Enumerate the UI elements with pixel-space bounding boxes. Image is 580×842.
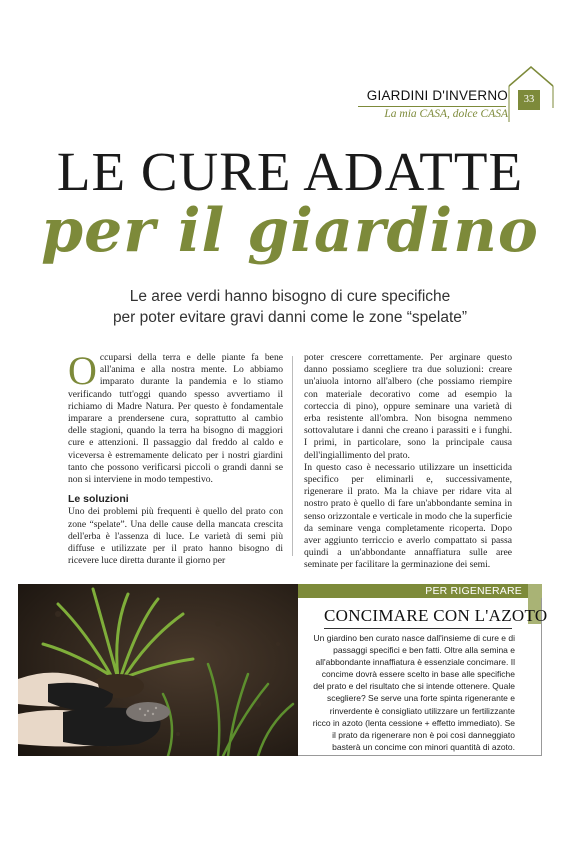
section-tagline: La mia CASA, dolce CASA <box>384 108 508 120</box>
seedlings-photo <box>18 584 298 756</box>
section-title: GIARDINI D'INVERNO <box>366 88 508 103</box>
paragraph-intro-text: ccuparsi della terra e delle piante fa bene all'anima e alla nostra mente. Lo abbiamo imparato durante la pandemia e lo stiamo verificando tutt'oggi quando spesso avvertiamo il richiamo di Madre Natura. Per questo è fondamentale imparare a prendersene cura, soprattutto al cambio delle stagioni, quando la terra ha bisogno di maggiori cure e attenzioni. Il passaggio dal freddo al caldo e viceversa è estremamente delicato per i nostri giardini tanto che possono verificarsi piccoli o grandi danni se non si interviene in modo tempestivo. <box>68 352 283 486</box>
box-tag: PER RIGENERARE <box>425 585 522 597</box>
paragraph-continued: poter crescere correttamente. Per arginare questo danno possiamo scegliere tra due soluzioni: creare un'aiuola intorno all'albero (che possiamo riempire con materiale decorativo come ad esempio la corteccia di pino), oppure seminare una varietà di erba resistente all'ombra. Non bisogna nemmeno sottovalutare i danni che creano i parassiti e i funghi. I primi, in particolare, sono la principale causa dell'ingiallimento del prato. <box>304 352 512 461</box>
header-rule <box>358 106 506 107</box>
box-text: Un giardino ben curato nasce dall'insieme di cure e di passaggi specifici e ben fatti. Oltre alla semina e all'abbondante innaffiatura è essenziale concimare. Il concime dovrà essere scelto in base alle specifiche del prato e del risultato che si intende ottenere. Quale scegliere? Se serve una forte spinta rigenerante e rinverdente è consigliato utilizzare un fertilizzante ricco in azoto (lenta cessione + effetto immediato). Se il prato da rigenerare non è poi così danneggiato basterà un concime con minori quantità di azoto. <box>312 633 515 752</box>
paragraph-solutions: Uno dei problemi più frequenti è quello del prato con zone “spelate”. Una delle cause della mancata crescita dell'erba è l'assenza di luce. Le varietà di semi più diffuse e utilizzate per il prato hanno bisogno di ricevere luce diretta durante il giorno per <box>68 506 283 567</box>
box-title: CONCIMARE CON L'AZOTO <box>324 606 548 625</box>
drop-cap: O <box>68 348 97 393</box>
box-title-rule <box>324 628 512 629</box>
subheading-solutions: Le soluzioni <box>68 493 129 506</box>
paragraph-insecticide: In questo caso è necessario utilizzare un insetticida specifico per eliminarli e, successivamente, rigenerare il prato. Ma la chiave per ridare vita al nostro prato è quello di fare un'abbondante semina in senso orizzontale e verticale in modo che la superficie da seminare venga completamente ricoperta. Dopo aver aggiunto terriccio e averlo compattato si passa quindi a un'abbondante annaffiatura sulle aree seminate per facilitare la germinazione dei semi. <box>304 461 512 571</box>
article-column-left <box>68 348 283 572</box>
subtitle-line-1: Le aree verdi hanno bisogno di cure specifiche <box>129 288 451 305</box>
page-number: 33 <box>518 90 540 110</box>
headline-line-1: LE CURE ADATTE <box>56 141 524 202</box>
headline-line-2: per il giardino <box>41 196 539 266</box>
column-divider <box>292 356 293 556</box>
subtitle-line-2: per poter evitare gravi danni come le zone “spelate” <box>112 309 468 326</box>
paragraph-intro <box>68 348 283 486</box>
subtitle <box>60 286 520 328</box>
article-column-right <box>304 352 512 572</box>
